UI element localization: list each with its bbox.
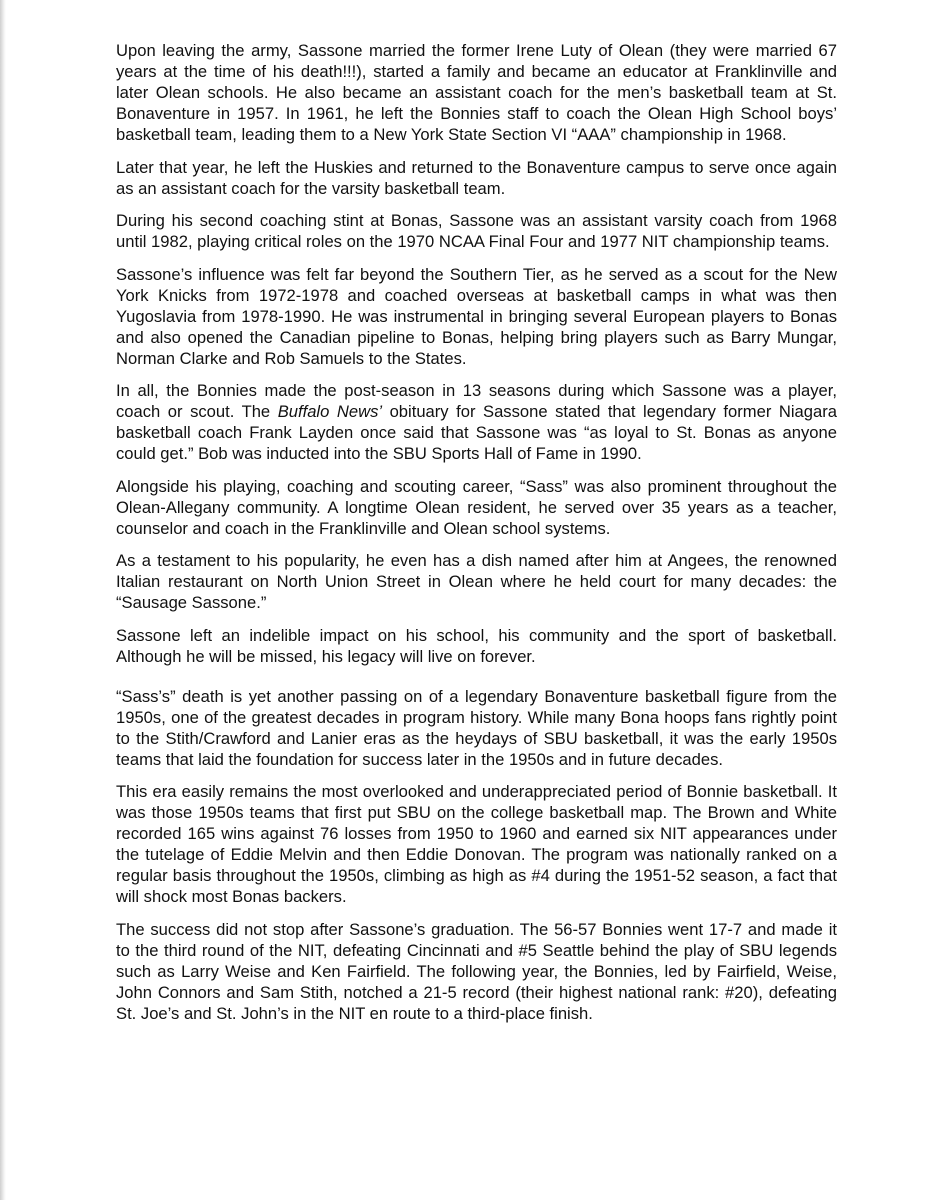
paragraph-legacy xyxy=(116,625,837,667)
paragraph-marriage-and-early-coaching: Upon leaving the army, Sassone married the former Irene Luty of Olean (they were married 67 years at the time of his death!!!), started a family and became an educator at Franklinville and later Olean schools. He also became an assistant coach for the men’s basketball team at St. Bonaventure in 1957. In 1961, he left the Bonnies staff to coach the Olean High School boys’ basketball team, leading them to a New York State Section VI “AAA” championship in 1968. xyxy=(116,41,837,144)
paragraph-return-to-bonaventure: Later that year, he left the Huskies and returned to the Bonaventure campus to serve once again as an assistant coach for the varsity basketball team. xyxy=(116,157,837,198)
paragraph-community-career: Alongside his playing, coaching and scouting career, “Sass” was also prominent throughout the Olean-Allegany community. A longtime Olean resident, he served over 35 years as a teacher, counselor and coach in the Franklinville and Olean school systems. xyxy=(116,476,837,538)
paragraph-scouting-and-international: Sassone’s influence was felt far beyond the Southern Tier, as he served as a scout for the New York Knicks from 1972-1978 and coached overseas at basketball camps in what was then Yugoslavia from 1978-1990. He was instrumental in bringing several European players to Bonas and also opened the Canadian pipeline to Bonas, helping bring players such as Barry Mungar, Norman Clarke and Rob Samuels to the States. xyxy=(116,264,837,368)
legacy-line-1: Sassone left an indelible impact on his school, his community and the sport of basketball. xyxy=(116,625,837,645)
paragraph-overlooked-era: This era easily remains the most overlooked and underappreciated period of Bonnie basketball. It was those 1950s teams that first put SBU on the college basketball map. The Brown and White recorded 165 wins against 76 losses from 1950 to 1960 and earned six NIT appearances under the tutelage of Eddie Melvin and then Eddie Donovan. The program was nationally ranked on a regular basis throughout the 1950s, climbing as high as #4 during the 1951-52 season, a fact that will shock most Bonas backers. xyxy=(116,782,837,906)
publication-name: Buffalo News’ xyxy=(277,402,383,421)
paragraph-sausage-sassone: As a testament to his popularity, he even has a dish named after him at Angees, the renowned Italian restaurant on North Union Street in Olean where he held court for many decades: the “Sausage Sassone.” xyxy=(116,551,837,612)
paragraph-1950s-legacy: “Sass’s” death is yet another passing on of a legendary Bonaventure basketball figure from the 1950s, one of the greatest decades in program history. While many Bona hoops fans rightly point to the Stith/Crawford and Lanier eras as the heydays of SBU basketball, it was the early 1950s teams that laid the foundation for success later in the 1950s and in future decades. xyxy=(116,686,837,769)
page-edge-shadow xyxy=(0,0,6,1200)
legacy-line-2: Although he will be missed, his legacy will live on forever. xyxy=(116,646,536,666)
article-body xyxy=(116,40,837,1035)
paragraph-text-after-publication: obituary for Sassone stated that legendary former Niagara basketball coach Frank Layden once said that Sassone was “as loyal to St. Bonas as anyone could get.” Bob was inducted into the SBU Sports Hall of Fame in 1990. xyxy=(116,402,837,463)
paragraph-postseason-and-hall-of-fame xyxy=(116,380,837,464)
paragraph-second-coaching-stint: During his second coaching stint at Bonas, Sassone was an assistant varsity coach from 1968 until 1982, playing critical roles on the 1970 NCAA Final Four and 1977 NIT championship teams. xyxy=(116,211,837,251)
paragraph-continued-success: The success did not stop after Sassone’s graduation. The 56-57 Bonnies went 17-7 and made it to the third round of the NIT, defeating Cincinnati and #5 Seattle behind the play of SBU legends such as Larry Weise and Ken Fairfield. The following year, the Bonnies, led by Fairfield, Weise, John Connors and Sam Stith, notched a 21-5 record (their highest national rank: #20), defeating St. Joe’s and St. John’s in the NIT en route to a third-place finish. xyxy=(116,919,837,1023)
paragraph-text-before-publication: In all, the Bonnies made the post-season in 13 seasons during which Sassone was a player, coach or scout. The xyxy=(116,381,837,421)
